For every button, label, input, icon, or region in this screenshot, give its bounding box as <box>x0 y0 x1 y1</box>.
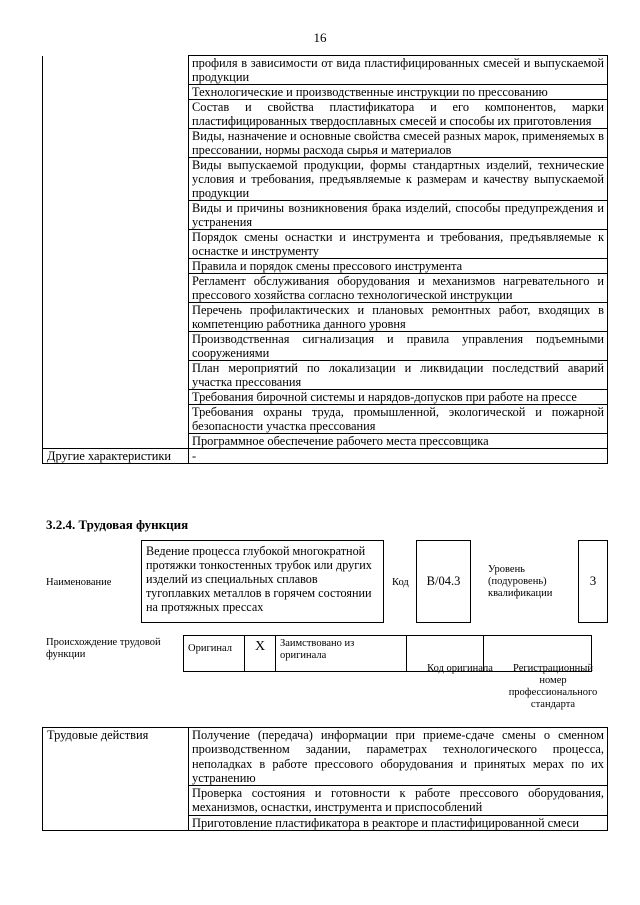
name-label: Наименование <box>46 577 112 588</box>
table-cell: План мероприятий по локализации и ликвидации последствий аварий участка прессования <box>189 361 608 390</box>
table-row <box>43 85 608 100</box>
table-row <box>43 158 608 201</box>
label-cell <box>43 274 189 303</box>
label-cell <box>43 361 189 390</box>
label-cell <box>43 85 189 100</box>
table-row <box>43 56 608 85</box>
table-row <box>43 201 608 230</box>
page-number: 16 <box>313 30 327 45</box>
section-title: 3.2.4. Трудовая функция <box>46 517 189 532</box>
code-label: Код <box>392 577 409 588</box>
actions-table <box>42 727 608 831</box>
level-box: 3 <box>578 540 608 623</box>
table-cell: Виды и причины возникновения брака изделий, способы предупреждения и устранения <box>189 201 608 230</box>
label-cell <box>43 100 189 129</box>
label-cell <box>43 56 189 85</box>
label-cell <box>43 259 189 274</box>
table-cell: профиля в зависимости от вида пластифицированных смесей и выпускаемой продукции <box>189 56 608 85</box>
table-cell: Виды выпускаемой продукции, формы стандартных изделий, технические условия и требования, предъявляемые к размерам и качеству выпускаемой продукции <box>189 158 608 201</box>
table-cell: Получение (передача) информации при приеме-сдаче смены о сменном производственном задании, параметрах технологического процесса, неполадках в работе прессового оборудования и принятых мерах по их устранению <box>189 728 608 786</box>
other-characteristics-value: - <box>189 449 608 464</box>
label-cell <box>43 129 189 158</box>
table-row <box>43 390 608 405</box>
table-row <box>43 274 608 303</box>
table-cell: Регламент обслуживания оборудования и механизмов нагревательного и прессового хозяйства согласно технологической инструкции <box>189 274 608 303</box>
table-cell: Производственная сигнализация и правила управления подъемными сооружениями <box>189 332 608 361</box>
borrowed-cell: Заимствовано из оригинала <box>276 636 407 672</box>
label-cell <box>43 434 189 449</box>
label-cell <box>43 158 189 201</box>
table-cell: Приготовление пластификатора в реакторе и пластифицированной смеси <box>189 815 608 830</box>
label-cell <box>43 303 189 332</box>
label-cell <box>43 405 189 434</box>
table-row <box>43 361 608 390</box>
function-name-box: Ведение процесса глубокой многократной протяжки тонкостенных трубок или других изделий из специальных сплавов тугоплавких металлов в горячем состоянии на протяжных прессах <box>141 540 384 623</box>
label-cell <box>43 332 189 361</box>
level-label: Уровень (подуровень) квалификации <box>488 564 553 599</box>
table-row <box>43 405 608 434</box>
actions-label: Трудовые действия <box>43 728 189 831</box>
registration-number-caption: Регистрационный номер профессионального стандарта <box>508 663 598 710</box>
table-row <box>43 230 608 259</box>
table-cell: Правила и порядок смены прессового инструмента <box>189 259 608 274</box>
table-row <box>43 129 608 158</box>
original-mark: X <box>245 636 276 672</box>
table-cell: Порядок смены оснастки и инструмента и требования, предъявляемые к оснастке и инструменту <box>189 230 608 259</box>
original-cell: Оригинал <box>184 636 245 672</box>
table-row <box>43 728 608 786</box>
table-cell: Проверка состояния и готовности к работе прессового оборудования, механизмов, оснастки, инструмента и приспособлений <box>189 786 608 816</box>
table-cell: Программное обеспечение рабочего места прессовщика <box>189 434 608 449</box>
table-row <box>43 434 608 449</box>
table-row <box>43 100 608 129</box>
label-cell <box>43 230 189 259</box>
table-cell: Требования охраны труда, промышленной, экологической и пожарной безопасности участка прессования <box>189 405 608 434</box>
knowledge-table <box>42 55 608 464</box>
table-cell: Требования бирочной системы и нарядов-допусков при работе на прессе <box>189 390 608 405</box>
label-cell <box>43 201 189 230</box>
origin-label: Происхождение трудовой функции <box>46 637 161 660</box>
table-row <box>43 303 608 332</box>
table-cell: Состав и свойства пластификатора и его компонентов, марки пластифицированных твердосплавных смесей и способы их приготовления <box>189 100 608 129</box>
other-characteristics-label: Другие характеристики <box>43 449 189 464</box>
table-row <box>43 332 608 361</box>
original-code-caption: Код оригинала <box>427 663 493 674</box>
table-cell: Перечень профилактических и плановых ремонтных работ, входящих в компетенцию работника данного уровня <box>189 303 608 332</box>
label-cell <box>43 390 189 405</box>
function-code-box: B/04.3 <box>416 540 471 623</box>
table-cell: Технологические и производственные инструкции по прессованию <box>189 85 608 100</box>
table-cell: Виды, назначение и основные свойства смесей разных марок, применяемых в прессовании, нормы расхода сырья и материалов <box>189 129 608 158</box>
table-row <box>43 449 608 464</box>
table-row <box>43 259 608 274</box>
